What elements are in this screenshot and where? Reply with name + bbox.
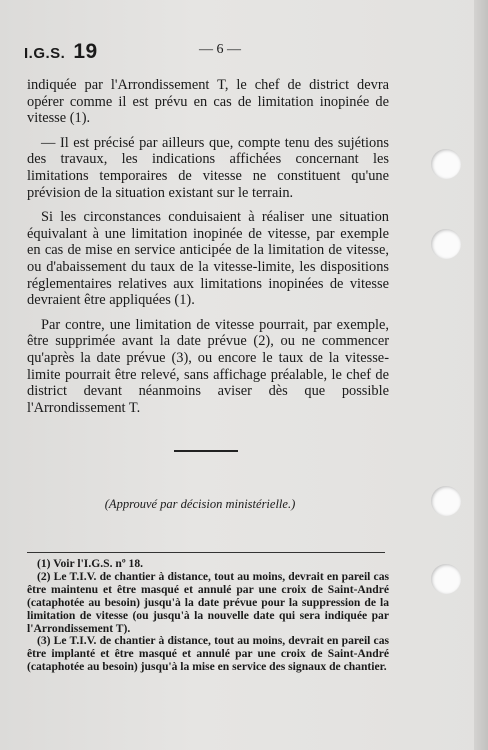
series-code: I.G.S. <box>24 45 66 62</box>
approval-note: (Approuvé par décision ministérielle.) <box>104 497 296 511</box>
document-reference <box>24 40 98 64</box>
paragraph: — Il est précisé par ailleurs que, compte tenu des sujétions des travaux, les indications affichées concernant les limitations temporaires de vitesse ne constituent qu'une prévision de la situation existant sur le terrain. <box>27 134 389 201</box>
footnote: (3) Le T.I.V. de chantier à distance, tout au moins, devrait en pareil cas être implanté et être masqué et annulé par une croix de Saint-André (cataphotée au besoin) jusqu'à la mise en service des signaux de chantier. <box>27 634 389 674</box>
paragraph: Par contre, une limitation de vitesse pourrait, par exemple, être supprimée avant la date prévue (2), ou ne commencer qu'après la date prévue (3), ou encore le taux de la vitesse-limite pourrait être relevé, sans affichage préalable, le chef de district devant néanmoins aviser dès que possible l'Arrondissement T. <box>27 316 389 416</box>
footnote: (1) Voir l'I.G.S. nº 18. <box>37 557 144 570</box>
binder-hole <box>431 486 461 516</box>
main-text <box>27 77 389 424</box>
footnote: (2) Le T.I.V. de chantier à distance, tout au moins, devrait en pareil cas être maintenu et être masqué et annulé par une croix de Saint-André (cataphotée au besoin) jusqu'à la date prévue pour la suppression de la limitation de vitesse (ou jusqu'à la nouvelle date qui sera indiquée par l'Arrondissement T). <box>27 569 389 635</box>
footnote-divider <box>27 552 385 553</box>
binder-hole <box>431 564 461 594</box>
footnotes <box>27 558 389 674</box>
page-edge <box>474 0 488 750</box>
section-divider <box>174 450 238 452</box>
paragraph: indiquée par l'Arrondissement T, le chef de district devra opérer comme il est prévu en cas de limitation inopinée de vitesse (1). <box>27 77 389 127</box>
binder-hole <box>431 149 461 179</box>
paragraph: Si les circonstances conduisaient à réaliser une situation équivalant à une limitation inopinée de vitesse, par exemple en cas de mise en service anticipée de la limitation de vitesse, ou d'abaissement du taux de la vitesse-limite, les dispositions réglementaires relatives aux limitations inopinées de vitesse devraient être appliquées (1). <box>27 209 389 309</box>
binder-hole <box>431 229 461 259</box>
page-number: — 6 — <box>199 42 241 57</box>
page-header <box>24 36 444 66</box>
document-number: 19 <box>73 40 98 63</box>
